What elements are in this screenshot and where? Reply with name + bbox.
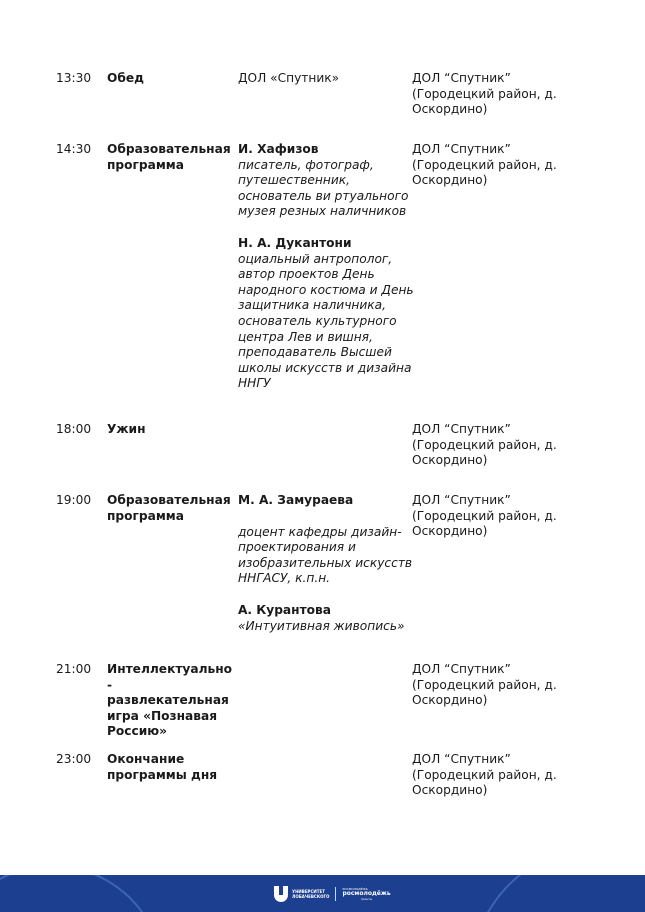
speaker-name: М. А. Замураева — [238, 493, 354, 507]
decorative-wave — [470, 875, 645, 912]
row-time: 23:00 — [56, 752, 92, 766]
row-title: Ужин — [107, 422, 146, 436]
row-speakers — [238, 142, 414, 392]
logo-line: ЛОБАЧЕВСКОГО — [292, 894, 330, 899]
university-logo-text — [292, 889, 329, 899]
row-place: ДОЛ “Спутник” (Городецкий район, д. Оскордино) — [412, 493, 557, 539]
grant-logo-text — [342, 887, 390, 901]
speaker — [238, 493, 414, 587]
decorative-wave — [0, 875, 164, 912]
row-place: ДОЛ “Спутник” (Городецкий район, д. Оскордино) — [412, 71, 557, 117]
grant-sub: гранты — [360, 897, 373, 901]
speaker-desc: ДОЛ «Спутник» — [238, 71, 340, 85]
row-title: Образовательная программа — [107, 493, 231, 523]
speaker-desc: писатель, фотограф, путешественник, основатель ви ртуального музея резных наличников — [238, 157, 409, 219]
row-title: Окончание программы дня — [107, 752, 218, 782]
speaker-name: Н. А. Дукантони — [238, 235, 352, 250]
row-title: Образовательная программа — [107, 142, 231, 172]
logo-divider — [335, 887, 336, 901]
speaker-name: И. Хафизов — [238, 142, 319, 156]
row-place: ДОЛ “Спутник” (Городецкий район, д. Оскордино) — [412, 422, 557, 468]
row-speakers — [238, 71, 414, 87]
speaker — [238, 603, 414, 634]
row-time: 14:30 — [56, 142, 92, 156]
grant-main: росмолодёжь — [342, 890, 391, 897]
speaker — [238, 236, 414, 392]
university-logo-icon — [274, 886, 288, 902]
row-speakers — [238, 493, 414, 634]
row-time: 19:00 — [56, 493, 92, 507]
row-place: ДОЛ “Спутник” (Городецкий район, д. Оскордино) — [412, 142, 557, 188]
row-place: ДОЛ “Спутник” (Городецкий район, д. Оскордино) — [412, 752, 557, 798]
speaker — [238, 142, 414, 220]
footer-logos — [274, 885, 391, 903]
row-title: Обед — [107, 71, 144, 85]
footer-banner — [0, 875, 645, 912]
row-time: 21:00 — [56, 662, 92, 676]
row-time: 18:00 — [56, 422, 92, 436]
speaker-desc: оциальный антрополог, автор проектов День народного костюма и День защитника наличника, основатель культурного центра Лев и вишня, преподаватель Высшей школы искусств и дизайна ННГУ — [238, 251, 414, 391]
row-time: 13:30 — [56, 71, 92, 85]
speaker-name: А. Курантова — [238, 602, 331, 617]
logo-line: УНИВЕРСИТЕТ — [292, 889, 325, 894]
speaker-desc: доцент кафедры дизайн-проектирования и изобразительных искусств ННГАСУ, к.п.н. — [238, 524, 413, 586]
row-place: ДОЛ “Спутник” (Городецкий район, д. Оскордино) — [412, 662, 557, 708]
grant-small: РОСМОЛОДЁЖЬ — [342, 887, 368, 891]
speaker-desc: «Интуитивная живопись» — [238, 618, 405, 633]
row-title: Интеллектуально - развлекательная игра «Познавая Россию» — [107, 662, 232, 739]
